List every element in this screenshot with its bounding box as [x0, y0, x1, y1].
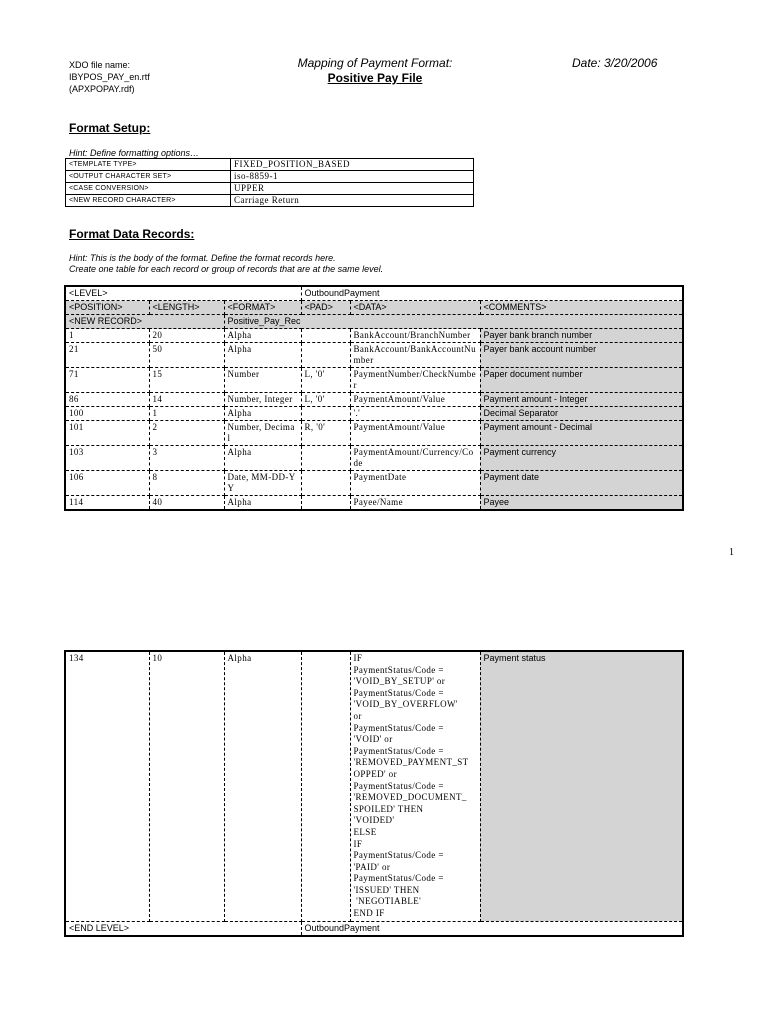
level-row: [65, 286, 683, 301]
data-expression-line: PaymentStatus/Code =: [353, 873, 444, 884]
level-label: <LEVEL>: [65, 286, 301, 301]
new-record-row: [65, 315, 683, 329]
setup-key: <TEMPLATE TYPE>: [66, 159, 231, 171]
end-level-row: [65, 921, 683, 936]
pad-cell: [301, 496, 350, 511]
format-name: Positive Pay File: [327, 71, 423, 85]
page-number: 1: [729, 547, 734, 558]
length-cell: 3: [149, 446, 224, 471]
pad-cell: [301, 446, 350, 471]
data-cell: BankAccount/BankAccountNumber: [350, 343, 480, 368]
format-setup-heading: Format Setup:: [69, 121, 151, 135]
setup-value: iso-8859-1: [231, 171, 474, 183]
end-level-value: OutboundPayment: [301, 921, 683, 936]
data-cell: PaymentAmount/Value: [350, 421, 480, 446]
table-row: [65, 343, 683, 368]
level-value: OutboundPayment: [301, 286, 683, 301]
data-expression-line: PaymentStatus/Code =: [353, 745, 444, 756]
setup-value: UPPER: [231, 183, 474, 195]
comment-cell: Payee: [480, 496, 683, 511]
comment-cell: Paper document number: [480, 368, 683, 393]
data-expression-line: 'VOIDED': [353, 815, 395, 826]
pad-cell: L, '0': [301, 368, 350, 393]
position-cell: 101: [65, 421, 149, 446]
position-cell: 1: [65, 329, 149, 343]
data-records-table: [64, 285, 684, 511]
data-expression-line: ELSE: [353, 826, 377, 837]
table-row: [65, 329, 683, 343]
format-cell: Alpha: [224, 329, 301, 343]
pad-cell: R, '0': [301, 421, 350, 446]
comment-cell: Payment amount - Integer: [480, 393, 683, 407]
continued-records-table: [64, 650, 684, 937]
column-header: <COMMENTS>: [480, 301, 683, 315]
position-cell: 71: [65, 368, 149, 393]
format-cell: Alpha: [224, 651, 301, 921]
format-cell: Number, Integer: [224, 393, 301, 407]
data-expression-line: 'VOID_BY_OVERFLOW': [353, 699, 458, 710]
table-row: [65, 471, 683, 496]
data-expression-line: IF: [353, 653, 363, 663]
records-hint-1: Hint: This is the body of the format. Define the format records here.: [69, 253, 336, 263]
format-cell: Number, Decimal: [224, 421, 301, 446]
position-cell: 103: [65, 446, 149, 471]
table-row: [65, 651, 683, 921]
format-setup-hint: Hint: Define formatting options…: [69, 148, 200, 158]
data-expression-line: 'NEGOTIABLE': [353, 896, 422, 907]
data-expression: [354, 653, 477, 920]
table-row: [65, 446, 683, 471]
length-cell: 15: [149, 368, 224, 393]
data-expression-line: 'REMOVED_PAYMENT_ST: [353, 757, 469, 768]
position-cell: 100: [65, 407, 149, 421]
data-cell: PaymentAmount/Value: [350, 393, 480, 407]
table-row: [65, 407, 683, 421]
setup-row: [66, 159, 474, 171]
length-cell: 14: [149, 393, 224, 407]
length-cell: 10: [149, 651, 224, 921]
data-expression-line: or: [353, 710, 362, 721]
table-row: [65, 421, 683, 446]
format-cell: Alpha: [224, 343, 301, 368]
data-cell: PaymentDate: [350, 471, 480, 496]
data-expression-line: END IF: [353, 908, 385, 919]
records-hint-2: Create one table for each record or group of records that are at the same level.: [69, 264, 384, 274]
column-header: <DATA>: [350, 301, 480, 315]
table-row: [65, 496, 683, 511]
setup-row: [66, 183, 474, 195]
length-cell: 20: [149, 329, 224, 343]
position-cell: 114: [65, 496, 149, 511]
length-cell: 8: [149, 471, 224, 496]
data-expression-line: 'REMOVED_DOCUMENT_: [353, 792, 467, 803]
comment-cell: Payer bank account number: [480, 343, 683, 368]
data-expression-line: 'VOID' or: [353, 734, 393, 745]
data-expression-line: SPOILED' THEN: [353, 803, 424, 814]
format-data-records-heading: Format Data Records:: [69, 227, 195, 241]
format-cell: Alpha: [224, 496, 301, 511]
table-row: [65, 368, 683, 393]
data-expression-line: 'PAID' or: [353, 861, 391, 872]
comment-cell: Payment date: [480, 471, 683, 496]
pad-cell: [301, 329, 350, 343]
format-cell: Number: [224, 368, 301, 393]
comment-cell: Payment currency: [480, 446, 683, 471]
position-cell: 134: [65, 651, 149, 921]
setup-value: FIXED_POSITION_BASED: [231, 159, 474, 171]
data-cell: [350, 651, 480, 921]
pad-cell: L, '0': [301, 393, 350, 407]
setup-row: [66, 171, 474, 183]
document-title: [270, 56, 480, 86]
rtf-file-name: IBYPOS_PAY_en.rtf: [69, 72, 150, 82]
column-header: <FORMAT>: [224, 301, 301, 315]
data-expression-line: PaymentStatus/Code =: [353, 780, 444, 791]
comment-cell: Payment status: [480, 651, 683, 921]
length-cell: 2: [149, 421, 224, 446]
position-cell: 21: [65, 343, 149, 368]
data-cell: PaymentAmount/Currency/Code: [350, 446, 480, 471]
setup-key: <CASE CONVERSION>: [66, 183, 231, 195]
pad-cell: [301, 343, 350, 368]
table-row: [65, 393, 683, 407]
format-cell: Alpha: [224, 446, 301, 471]
format-setup-table: [65, 158, 474, 207]
pad-cell: [301, 651, 350, 921]
end-level-label: <END LEVEL>: [65, 921, 301, 936]
data-expression-line: PaymentStatus/Code =: [353, 850, 444, 861]
position-cell: 106: [65, 471, 149, 496]
comment-cell: Decimal Separator: [480, 407, 683, 421]
pad-cell: [301, 471, 350, 496]
data-expression-line: PaymentStatus/Code =: [353, 722, 444, 733]
data-expression-line: IF: [353, 838, 363, 849]
data-expression-line: PaymentStatus/Code =: [353, 687, 444, 698]
xdo-label: XDO file name:: [69, 60, 131, 70]
format-cell: Date, MM-DD-YY: [224, 471, 301, 496]
new-record-value: Positive_Pay_Rec: [224, 315, 683, 329]
data-cell: Payee/Name: [350, 496, 480, 511]
data-cell: PaymentNumber/CheckNumber: [350, 368, 480, 393]
document-date: Date: 3/20/2006: [572, 56, 658, 70]
data-cell: '.': [350, 407, 480, 421]
setup-value: Carriage Return: [231, 195, 474, 207]
length-cell: 50: [149, 343, 224, 368]
data-expression-line: PaymentStatus/Code =: [353, 664, 444, 675]
length-cell: 1: [149, 407, 224, 421]
new-record-label: <NEW RECORD>: [65, 315, 224, 329]
column-header: <LENGTH>: [149, 301, 224, 315]
pad-cell: [301, 407, 350, 421]
data-cell: BankAccount/BranchNumber: [350, 329, 480, 343]
column-header: <POSITION>: [65, 301, 149, 315]
xdo-file-info: [69, 59, 150, 95]
mapping-title: Mapping of Payment Format:: [297, 56, 453, 70]
comment-cell: Payment amount - Decimal: [480, 421, 683, 446]
rdf-file-name: (APXPOPAY.rdf): [69, 84, 135, 94]
setup-key: <OUTPUT CHARACTER SET>: [66, 171, 231, 183]
position-cell: 86: [65, 393, 149, 407]
data-expression-line: 'VOID_BY_SETUP' or: [353, 676, 446, 687]
comment-cell: Payer bank branch number: [480, 329, 683, 343]
data-expression-line: OPPED' or: [353, 768, 397, 779]
format-cell: Alpha: [224, 407, 301, 421]
column-header-row: [65, 301, 683, 315]
length-cell: 40: [149, 496, 224, 511]
setup-row: [66, 195, 474, 207]
column-header: <PAD>: [301, 301, 350, 315]
setup-key: <NEW RECORD CHARACTER>: [66, 195, 231, 207]
data-expression-line: 'ISSUED' THEN: [353, 884, 420, 895]
